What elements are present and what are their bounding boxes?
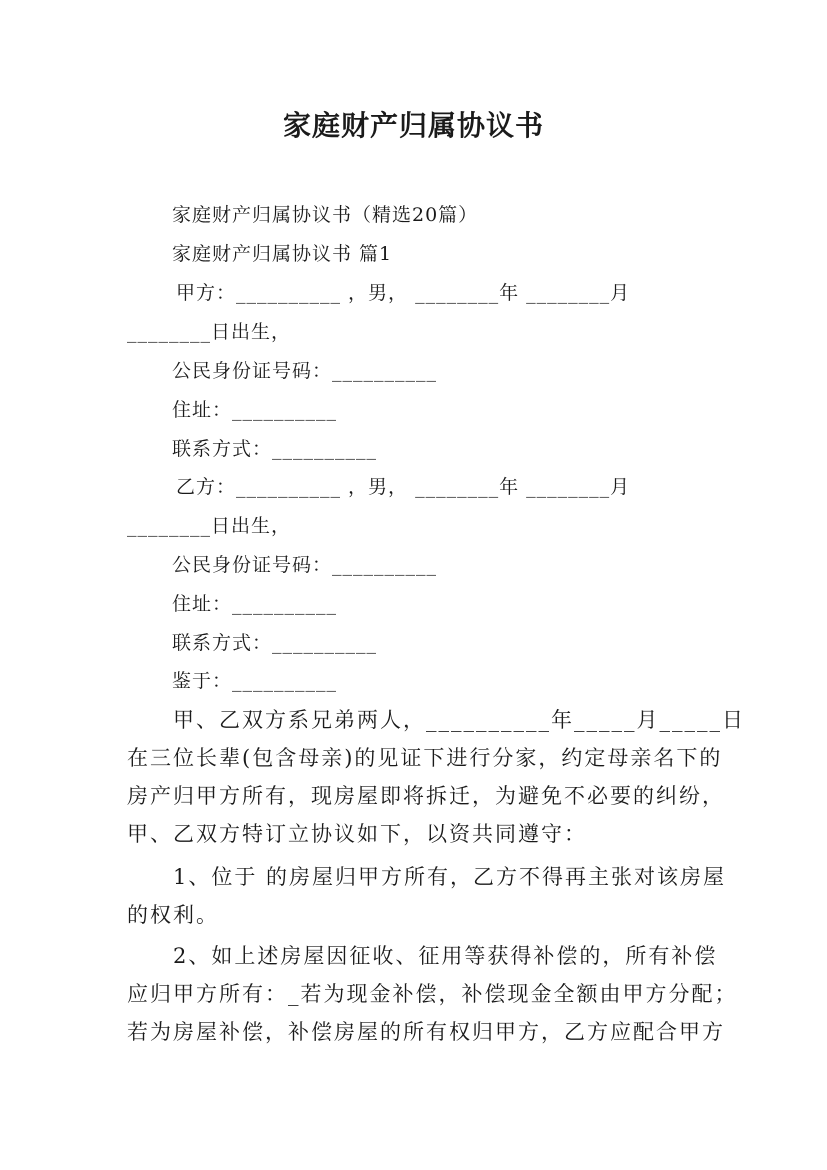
text-line: 住址：__________ <box>172 593 338 615</box>
text-line: 公民身份证号码：__________ <box>172 360 438 382</box>
text-line: 住址：__________ <box>172 399 338 421</box>
paragraph-line: 若为房屋补偿，补偿房屋的所有权归甲方，乙方应配合甲方 <box>127 1020 725 1044</box>
text-line: 联系方式：__________ <box>172 438 378 460</box>
paragraph-line: 2、如上述房屋因征收、征用等获得补偿的，所有补偿 <box>127 944 718 968</box>
paragraph-line: 的权利。 <box>127 903 219 927</box>
paragraph-line: 甲、乙双方系兄弟两人，__________年_____月_____日 <box>127 708 745 732</box>
text-line: 乙方：__________ ，男， ________年 ________月 <box>176 476 631 498</box>
text-line: 鉴于：__________ <box>172 670 338 692</box>
text-line: 家庭财产归属协议书 篇1 <box>172 243 393 265</box>
paragraph-line: 1、位于 的房屋归甲方所有，乙方不得再主张对该房屋 <box>127 865 727 889</box>
text-line: ________日出生， <box>127 515 292 537</box>
paragraph-line: 应归甲方所有：_若为现金补偿，补偿现金全额由甲方分配； <box>127 982 738 1006</box>
text-line: 甲方：__________ ，男， ________年 ________月 <box>176 282 631 304</box>
document-title: 家庭财产归属协议书 <box>282 109 544 142</box>
text-line: 联系方式：__________ <box>172 632 378 654</box>
paragraph-line: 房产归甲方所有，现房屋即将拆迁，为避免不必要的纠纷， <box>127 784 725 808</box>
paragraph-line: 在三位长辈(包含母亲)的见证下进行分家，约定母亲名下的 <box>127 746 723 770</box>
text-line: 家庭财产归属协议书（精选20篇） <box>172 204 479 226</box>
paragraph-line: 甲、乙双方特订立协议如下，以资共同遵守： <box>127 822 587 846</box>
text-line: 公民身份证号码：__________ <box>172 554 438 576</box>
text-line: ________日出生， <box>127 321 292 343</box>
